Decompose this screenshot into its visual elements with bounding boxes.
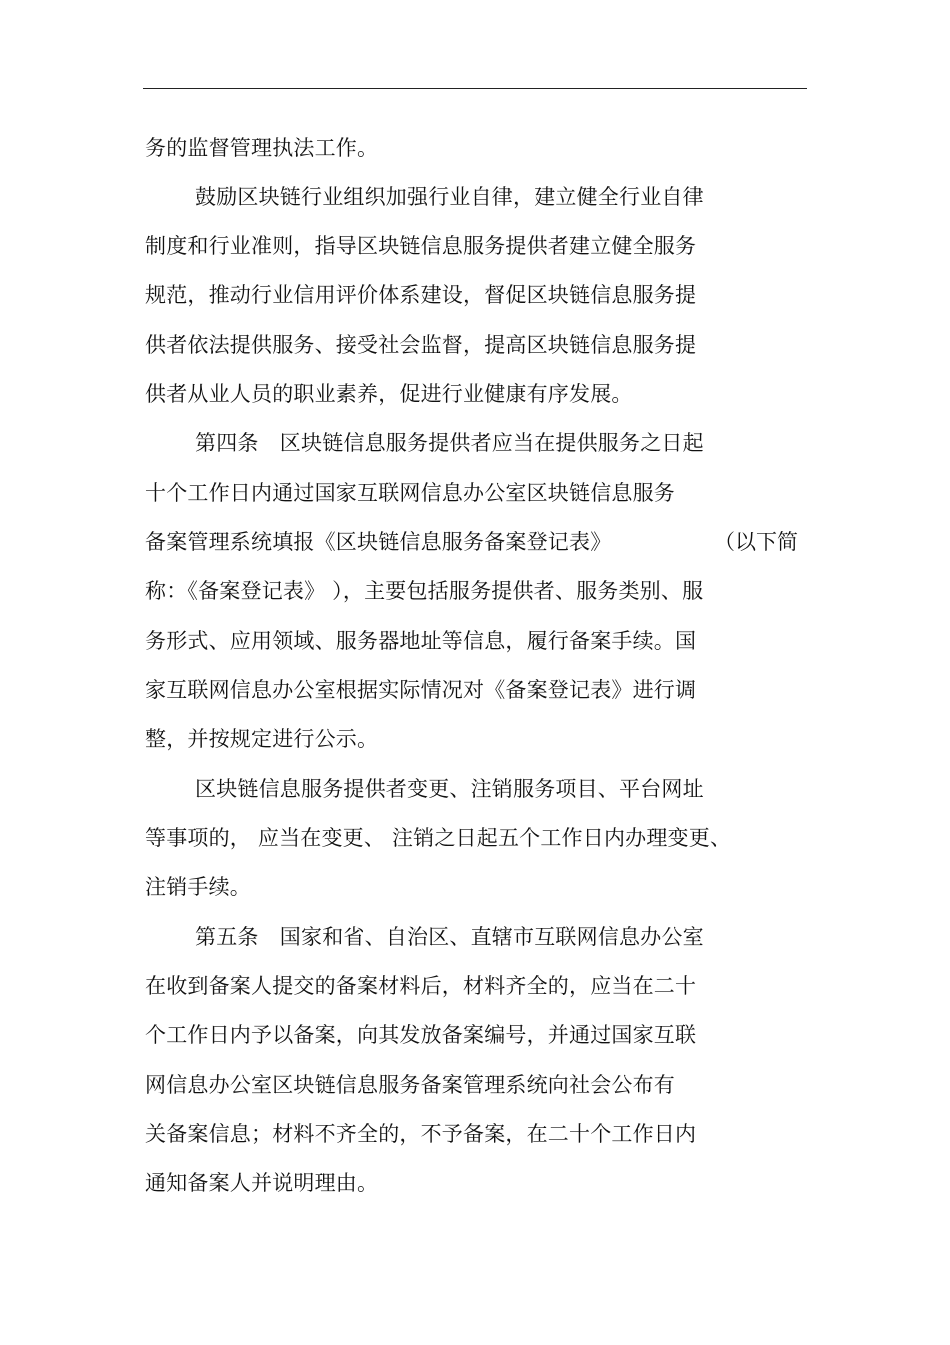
paragraph-first-line: 区块链信息服务提供者变更、注销服务项目、平台网址 bbox=[195, 777, 704, 801]
text-fragment: （以下简 bbox=[714, 530, 798, 554]
text-line: 个工作日内予以备案，向其发放备案编号，并通过国家互联 bbox=[145, 1023, 697, 1047]
text-line: 备案管理系统填报《区块链信息服务备案登记表》 bbox=[145, 530, 612, 554]
text-line: 称：《备案登记表》 ），主要包括服务提供者、服务类别、服 bbox=[145, 579, 704, 603]
paragraph-first-line: 鼓励区块链行业组织加强行业自律，建立健全行业自律 bbox=[195, 185, 704, 209]
text-line: 供者依法提供服务、接受社会监督，提高区块链信息服务提 bbox=[145, 333, 697, 357]
text-line: 关备案信息；材料不齐全的，不予备案，在二十个工作日内 bbox=[145, 1122, 697, 1146]
text-line: 等事项的， 应当在变更、 注销之日起五个工作日内办理变更、 bbox=[145, 826, 732, 850]
text-line: 家互联网信息办公室根据实际情况对《备案登记表》进行调 bbox=[145, 678, 697, 702]
text-line: 通知备案人并说明理由。 bbox=[145, 1171, 379, 1195]
article-4-heading-line: 第四条 区块链信息服务提供者应当在提供服务之日起 bbox=[195, 431, 704, 455]
text-line: 在收到备案人提交的备案材料后，材料齐全的，应当在二十 bbox=[145, 974, 697, 998]
text-line: 注销手续。 bbox=[145, 875, 251, 899]
header-rule bbox=[143, 88, 807, 89]
text-line: 十个工作日内通过国家互联网信息办公室区块链信息服务 bbox=[145, 481, 675, 505]
article-5-heading-line: 第五条 国家和省、自治区、直辖市互联网信息办公室 bbox=[195, 925, 704, 949]
text-line: 整，并按规定进行公示。 bbox=[145, 727, 379, 751]
text-line: 规范，推动行业信用评价体系建设，督促区块链信息服务提 bbox=[145, 283, 697, 307]
text-line: 网信息办公室区块链信息服务备案管理系统向社会公布有 bbox=[145, 1073, 675, 1097]
text-line: 务的监督管理执法工作。 bbox=[145, 136, 379, 160]
text-line: 务形式、应用领域、服务器地址等信息，履行备案手续。国 bbox=[145, 629, 697, 653]
text-line: 制度和行业准则，指导区块链信息服务提供者建立健全服务 bbox=[145, 234, 697, 258]
text-line: 供者从业人员的职业素养，促进行业健康有序发展。 bbox=[145, 382, 633, 406]
